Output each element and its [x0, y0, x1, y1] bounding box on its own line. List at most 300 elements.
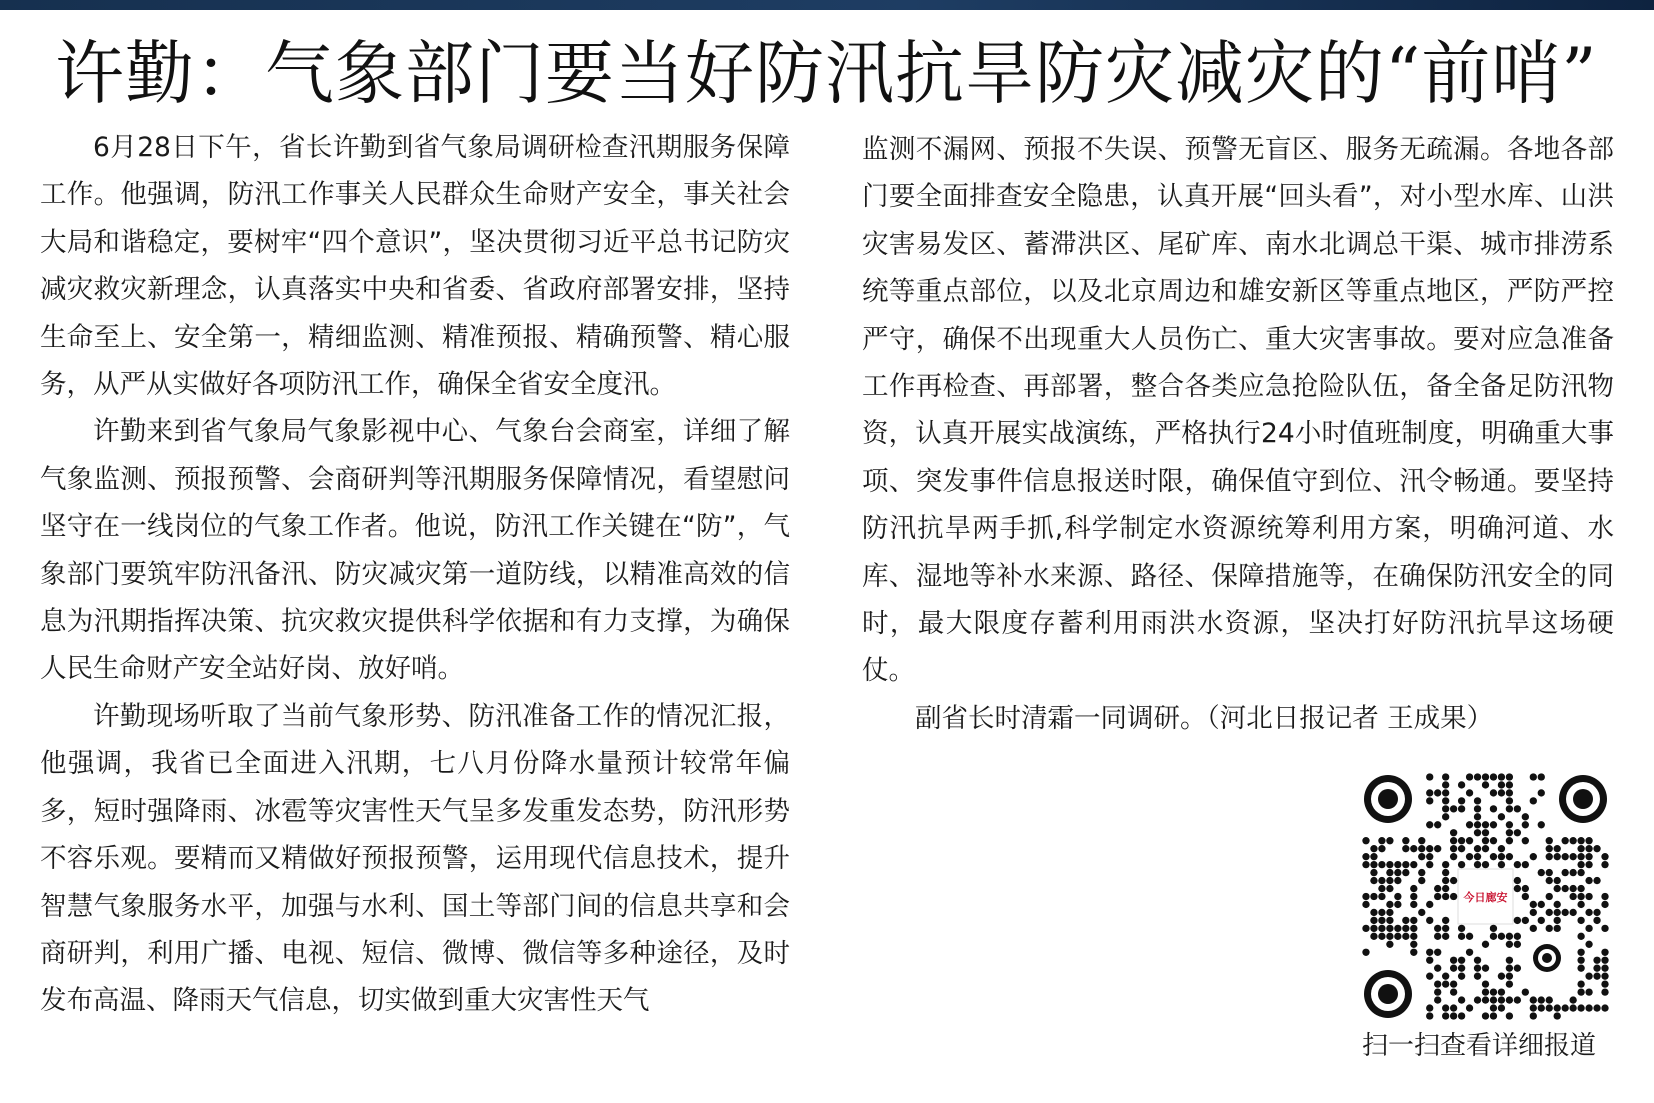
qr-module [1530, 1004, 1537, 1011]
qr-module [1482, 988, 1489, 995]
qr-module [1474, 861, 1481, 868]
qr-module [1506, 781, 1513, 788]
qr-module [1394, 877, 1401, 884]
qr-module [1538, 1004, 1545, 1011]
qr-module [1490, 821, 1497, 828]
qr-module [1410, 949, 1417, 956]
qr-module [1522, 893, 1529, 900]
qr-module [1434, 821, 1441, 828]
qr-module [1418, 869, 1425, 876]
qr-module [1410, 901, 1417, 908]
qr-module [1490, 837, 1497, 844]
qr-module [1450, 837, 1457, 844]
qr-module [1546, 845, 1553, 852]
qr-module [1546, 877, 1553, 884]
qr-module [1601, 988, 1608, 995]
qr-module [1466, 933, 1473, 940]
qr-module [1370, 933, 1377, 940]
qr-module [1402, 925, 1409, 932]
qr-module [1394, 925, 1401, 932]
qr-module [1514, 941, 1521, 948]
qr-module [1450, 1012, 1457, 1019]
qr-module [1394, 901, 1401, 908]
qr-module [1546, 893, 1553, 900]
qr-module [1562, 1004, 1569, 1011]
qr-module [1362, 925, 1369, 932]
qr-module [1474, 973, 1481, 980]
article-paragraph-3: 许勤现场听取了当前气象形势、防汛准备工作的情况汇报，他强调，我省已全面进入汛期，七八月份降水量预计较常年偏多，短时强降雨、冰雹等灾害性天气呈多发重发态势，防汛形势不容乐观。要精而又精做好预报预警，运用现代信息技术，提升智慧气象服务水平，加强与水利、国土等部门间的信息共享和会商研判，利用广播、电视、短信、微博、微信等多种途径，及时发布高温、降雨天气信息，切实做到重大灾害性天气 [40, 700, 790, 1017]
qr-module [1458, 925, 1465, 932]
qr-module [1450, 980, 1457, 987]
qr-module [1601, 901, 1608, 908]
qr-module [1546, 1004, 1553, 1011]
qr-module [1442, 973, 1449, 980]
qr-module [1458, 845, 1465, 852]
qr-module [1601, 965, 1608, 972]
qr-module [1577, 917, 1584, 924]
qr-module [1434, 925, 1441, 932]
qr-module [1458, 1012, 1465, 1019]
qr-module [1474, 845, 1481, 852]
qr-module [1442, 917, 1449, 924]
qr-module [1434, 965, 1441, 972]
qr-module [1522, 917, 1529, 924]
qr-finder-top-right [1559, 775, 1607, 823]
qr-module [1426, 797, 1433, 804]
qr-module [1482, 980, 1489, 987]
qr-module [1466, 837, 1473, 844]
qr-module [1450, 957, 1457, 964]
qr-module [1402, 869, 1409, 876]
qr-module [1498, 861, 1505, 868]
qr-module [1370, 925, 1377, 932]
qr-module [1577, 957, 1584, 964]
qr-module [1577, 949, 1584, 956]
qr-module [1370, 869, 1377, 876]
qr-module [1434, 789, 1441, 796]
qr-module [1386, 861, 1393, 868]
qr-module [1434, 988, 1441, 995]
qr-module [1506, 957, 1513, 964]
qr-module [1601, 973, 1608, 980]
qr-module [1593, 877, 1600, 884]
qr-module [1546, 996, 1553, 1003]
article-paragraph-2: 许勤来到省气象局气象影视中心、气象台会商室，详细了解气象监测、预报预警、会商研判等汛期服务保障情况，看望慰问坚守在一线岗位的气象工作者。他说，防汛工作关键在“防”，气象部门要筑牢防汛备汛、防灾减灾第一道防线，以精准高效的信息为汛期指挥决策、抗灾救灾提供科学依据和有力支撑，为确保人民生命财产安全站好岗、放好哨。 [40, 416, 790, 685]
qr-module [1490, 1012, 1497, 1019]
qr-code[interactable] [1362, 773, 1609, 1020]
qr-module [1514, 805, 1521, 812]
qr-module [1577, 853, 1584, 860]
article-paragraph-1: 6月28日下午，省长许勤到省气象局调研检查汛期服务保障工作。他强调，防汛工作事关人民群众生命财产安全，事关社会大局和谐稳定，要树牢“四个意识”，坚决贯彻习近平总书记防灾减灾救灾新理念，认真落实中央和省委、省政府部署安排，坚持生命至上、安全第一，精细监测、精准预报、精确预警、精心服务，从严从实做好各项防汛工作，确保全省安全度汛。 [40, 132, 790, 401]
qr-module [1442, 781, 1449, 788]
qr-module [1386, 933, 1393, 940]
qr-module [1569, 909, 1576, 916]
qr-module [1370, 845, 1377, 852]
qr-module [1482, 845, 1489, 852]
qr-module [1482, 829, 1489, 836]
qr-module [1601, 1004, 1608, 1011]
qr-module [1474, 829, 1481, 836]
qr-module [1577, 845, 1584, 852]
article-headline: 许勤：气象部门要当好防汛抗旱防灾减灾的“前哨” [55, 34, 1598, 114]
qr-module [1426, 821, 1433, 828]
qr-module [1522, 837, 1529, 844]
qr-alignment-mark [1533, 944, 1561, 972]
qr-module [1426, 789, 1433, 796]
qr-module [1498, 996, 1505, 1003]
qr-module [1577, 901, 1584, 908]
qr-module [1362, 853, 1369, 860]
qr-module [1410, 941, 1417, 948]
article-closing-line: 副省长时清霜一同调研。（河北日报记者 王成果） [915, 702, 1494, 734]
qr-module [1593, 1004, 1600, 1011]
qr-module [1498, 845, 1505, 852]
qr-module [1378, 933, 1385, 940]
qr-module [1434, 933, 1441, 940]
article-left-column [40, 124, 790, 1025]
qr-module [1538, 821, 1545, 828]
qr-module [1458, 933, 1465, 940]
qr-module [1370, 877, 1377, 884]
qr-module [1410, 925, 1417, 932]
qr-module [1474, 805, 1481, 812]
qr-module [1538, 996, 1545, 1003]
qr-module [1498, 789, 1505, 796]
qr-module [1601, 853, 1608, 860]
qr-module [1474, 965, 1481, 972]
qr-module [1378, 917, 1385, 924]
qr-module [1593, 973, 1600, 980]
qr-module [1530, 853, 1537, 860]
qr-module [1482, 821, 1489, 828]
qr-caption: 扫一扫查看详细报道 [1362, 1031, 1597, 1061]
qr-module [1482, 965, 1489, 972]
qr-module [1426, 901, 1433, 908]
qr-module [1442, 789, 1449, 796]
qr-module [1593, 845, 1600, 852]
qr-module [1490, 925, 1497, 932]
qr-module [1490, 773, 1497, 780]
qr-module [1370, 893, 1377, 900]
qr-module [1498, 813, 1505, 820]
qr-module [1554, 1012, 1561, 1019]
qr-module [1577, 1004, 1584, 1011]
qr-module [1410, 933, 1417, 940]
qr-module [1370, 861, 1377, 868]
qr-module [1426, 949, 1433, 956]
qr-module [1554, 1004, 1561, 1011]
qr-module [1593, 965, 1600, 972]
qr-module [1506, 996, 1513, 1003]
qr-module [1442, 813, 1449, 820]
qr-module [1577, 980, 1584, 987]
qr-module [1386, 925, 1393, 932]
qr-module [1530, 1012, 1537, 1019]
qr-module [1530, 773, 1537, 780]
qr-module [1474, 957, 1481, 964]
qr-center-logo [1458, 869, 1513, 924]
qr-module [1546, 837, 1553, 844]
qr-module [1482, 781, 1489, 788]
qr-module [1585, 861, 1592, 868]
qr-module [1482, 1012, 1489, 1019]
qr-module [1426, 957, 1433, 964]
qr-module [1370, 917, 1377, 924]
qr-module [1554, 917, 1561, 924]
qr-module [1458, 973, 1465, 980]
qr-module [1506, 980, 1513, 987]
qr-module [1362, 893, 1369, 900]
qr-module [1458, 797, 1465, 804]
qr-module [1585, 909, 1592, 916]
qr-module [1450, 893, 1457, 900]
qr-module [1378, 909, 1385, 916]
qr-module [1410, 885, 1417, 892]
qr-module [1482, 837, 1489, 844]
qr-module [1442, 869, 1449, 876]
qr-module [1506, 933, 1513, 940]
qr-module [1450, 877, 1457, 884]
qr-module [1434, 949, 1441, 956]
qr-module [1554, 853, 1561, 860]
qr-module [1434, 885, 1441, 892]
qr-module [1546, 869, 1553, 876]
qr-module [1450, 1004, 1457, 1011]
qr-module [1546, 925, 1553, 932]
qr-finder-top-left [1364, 775, 1412, 823]
qr-module [1362, 949, 1369, 956]
qr-module [1514, 933, 1521, 940]
qr-module [1585, 853, 1592, 860]
qr-module [1506, 805, 1513, 812]
qr-module [1530, 925, 1537, 932]
qr-module [1498, 853, 1505, 860]
qr-module [1585, 925, 1592, 932]
qr-module [1450, 805, 1457, 812]
qr-code-icon [1362, 773, 1609, 1020]
qr-module [1538, 869, 1545, 876]
qr-module [1474, 996, 1481, 1003]
qr-module [1410, 917, 1417, 924]
qr-module [1585, 973, 1592, 980]
qr-module [1458, 805, 1465, 812]
qr-module [1577, 933, 1584, 940]
qr-module [1442, 925, 1449, 932]
qr-module [1562, 869, 1569, 876]
qr-module [1378, 837, 1385, 844]
qr-module [1426, 773, 1433, 780]
qr-module [1418, 877, 1425, 884]
qr-module [1585, 877, 1592, 884]
qr-module [1554, 925, 1561, 932]
qr-module [1506, 821, 1513, 828]
qr-module [1554, 909, 1561, 916]
qr-module [1418, 909, 1425, 916]
qr-module [1514, 861, 1521, 868]
qr-module [1577, 837, 1584, 844]
qr-module [1514, 829, 1521, 836]
qr-module [1362, 861, 1369, 868]
qr-module [1593, 957, 1600, 964]
qr-module [1601, 949, 1608, 956]
qr-module [1442, 805, 1449, 812]
qr-module [1514, 917, 1521, 924]
qr-module [1522, 821, 1529, 828]
qr-module [1585, 893, 1592, 900]
qr-module [1601, 957, 1608, 964]
qr-module [1410, 893, 1417, 900]
qr-module [1386, 877, 1393, 884]
qr-module [1554, 845, 1561, 852]
qr-module [1514, 885, 1521, 892]
qr-module [1442, 933, 1449, 940]
qr-module [1466, 853, 1473, 860]
qr-module [1506, 789, 1513, 796]
qr-module [1442, 893, 1449, 900]
qr-module [1569, 893, 1576, 900]
qr-module [1569, 837, 1576, 844]
qr-module [1506, 797, 1513, 804]
qr-logo-text: 今日廊安 [1463, 891, 1508, 904]
qr-module [1569, 996, 1576, 1003]
qr-module [1522, 861, 1529, 868]
qr-module [1506, 829, 1513, 836]
qr-module [1410, 845, 1417, 852]
qr-module [1434, 845, 1441, 852]
qr-module [1410, 861, 1417, 868]
qr-module [1450, 845, 1457, 852]
qr-module [1506, 965, 1513, 972]
qr-module [1458, 957, 1465, 964]
qr-module [1569, 885, 1576, 892]
qr-module [1569, 853, 1576, 860]
qr-module [1442, 773, 1449, 780]
qr-module [1394, 893, 1401, 900]
qr-module [1498, 988, 1505, 995]
qr-module [1474, 821, 1481, 828]
qr-module [1474, 853, 1481, 860]
qr-module [1601, 925, 1608, 932]
qr-module [1514, 965, 1521, 972]
qr-module [1386, 901, 1393, 908]
qr-module [1458, 837, 1465, 844]
qr-module [1458, 861, 1465, 868]
qr-module [1442, 1004, 1449, 1011]
qr-module [1490, 789, 1497, 796]
qr-module [1434, 996, 1441, 1003]
qr-module [1538, 917, 1545, 924]
qr-module [1386, 885, 1393, 892]
qr-module [1434, 893, 1441, 900]
qr-module [1530, 901, 1537, 908]
qr-module [1593, 917, 1600, 924]
qr-module [1601, 980, 1608, 987]
qr-module [1593, 909, 1600, 916]
qr-module [1426, 845, 1433, 852]
qr-module [1562, 837, 1569, 844]
qr-module [1466, 773, 1473, 780]
qr-module [1585, 837, 1592, 844]
qr-module [1442, 877, 1449, 884]
qr-module [1506, 853, 1513, 860]
qr-module [1601, 893, 1608, 900]
qr-module [1474, 773, 1481, 780]
qr-module [1490, 933, 1497, 940]
qr-module [1577, 893, 1584, 900]
qr-module [1482, 996, 1489, 1003]
qr-module [1378, 845, 1385, 852]
qr-module [1577, 965, 1584, 972]
qr-module [1577, 885, 1584, 892]
qr-module [1546, 853, 1553, 860]
qr-module [1546, 909, 1553, 916]
qr-module [1466, 789, 1473, 796]
qr-module [1577, 861, 1584, 868]
qr-module [1450, 965, 1457, 972]
qr-module [1418, 837, 1425, 844]
qr-module [1554, 901, 1561, 908]
qr-module [1522, 885, 1529, 892]
qr-module [1490, 853, 1497, 860]
qr-module [1402, 837, 1409, 844]
qr-module [1562, 909, 1569, 916]
qr-module [1466, 821, 1473, 828]
qr-module [1577, 869, 1584, 876]
qr-module [1386, 837, 1393, 844]
qr-module [1514, 877, 1521, 884]
qr-module [1506, 941, 1513, 948]
qr-module [1418, 853, 1425, 860]
qr-module [1562, 853, 1569, 860]
qr-module [1498, 773, 1505, 780]
qr-module [1442, 885, 1449, 892]
qr-module [1506, 773, 1513, 780]
qr-module [1450, 853, 1457, 860]
qr-module [1538, 789, 1545, 796]
qr-module [1394, 869, 1401, 876]
qr-module [1370, 853, 1377, 860]
qr-module [1378, 925, 1385, 932]
qr-module [1378, 861, 1385, 868]
qr-module [1402, 861, 1409, 868]
qr-module [1458, 965, 1465, 972]
qr-module [1498, 781, 1505, 788]
qr-module [1601, 861, 1608, 868]
qr-module [1530, 996, 1537, 1003]
qr-module [1378, 885, 1385, 892]
qr-module [1394, 933, 1401, 940]
qr-module [1450, 829, 1457, 836]
qr-module [1498, 973, 1505, 980]
qr-module [1482, 773, 1489, 780]
qr-module [1458, 781, 1465, 788]
qr-module [1498, 1004, 1505, 1011]
qr-module [1402, 845, 1409, 852]
article-right-column [862, 126, 1614, 742]
qr-module [1426, 1012, 1433, 1019]
qr-module [1569, 1004, 1576, 1011]
qr-module [1466, 1004, 1473, 1011]
qr-module [1418, 845, 1425, 852]
qr-module [1386, 917, 1393, 924]
qr-module [1514, 996, 1521, 1003]
qr-module [1522, 813, 1529, 820]
qr-module [1474, 813, 1481, 820]
qr-module [1554, 877, 1561, 884]
qr-module [1562, 885, 1569, 892]
qr-module [1506, 973, 1513, 980]
qr-module [1585, 988, 1592, 995]
